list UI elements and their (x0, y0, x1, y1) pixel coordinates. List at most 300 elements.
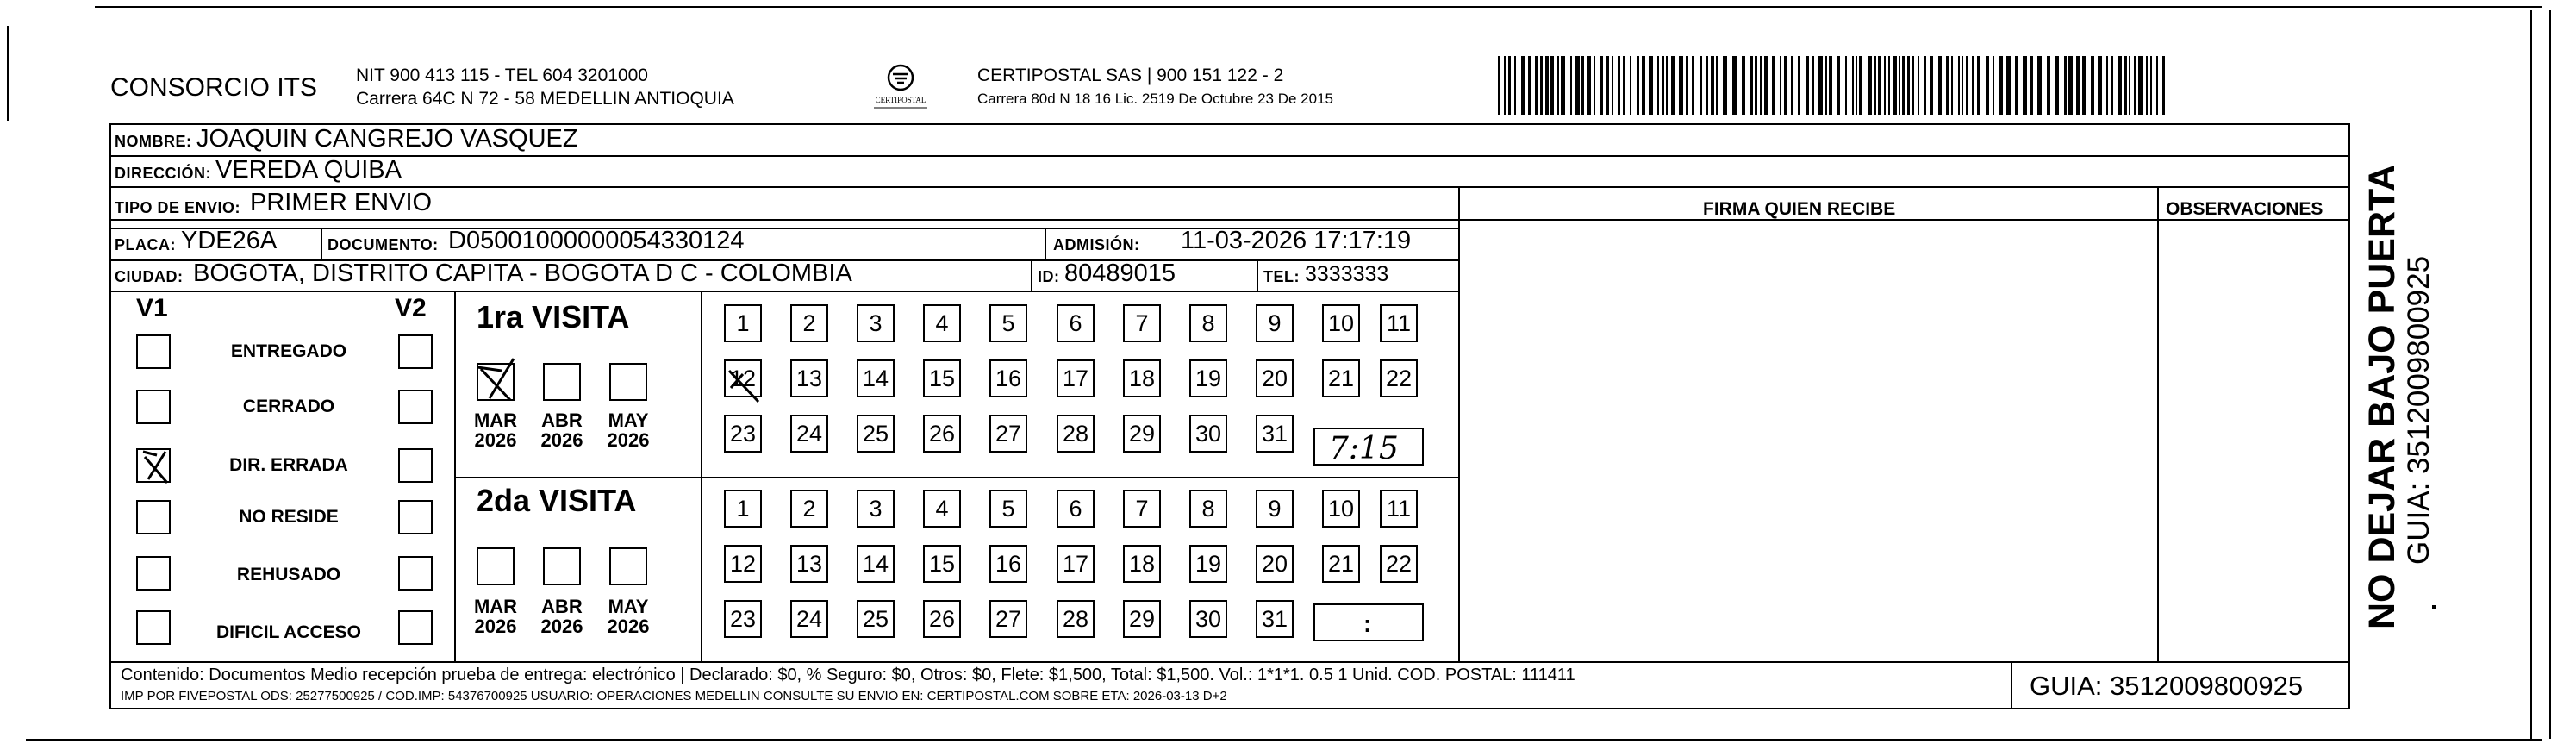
barcode-bar (2150, 56, 2152, 115)
barcode-bar (1930, 56, 1933, 115)
second-visit-day-4[interactable] (923, 490, 961, 528)
first-visit-day-15[interactable] (923, 359, 961, 397)
second-visit-day-label: 21 (1327, 550, 1355, 577)
v2-checkbox-dificil-acceso[interactable] (398, 610, 433, 645)
second-visit-day-20[interactable] (1256, 545, 1294, 583)
sender-address: Carrera 64C N 72 - 58 MEDELLIN ANTIOQUIA (356, 89, 734, 109)
barcode-bar (2156, 56, 2158, 115)
second-visit-day-label: 6 (1069, 495, 1082, 522)
first-visit-day-5[interactable] (989, 304, 1027, 342)
first-month-label-may: MAY 2026 (607, 409, 650, 452)
barcode-bar (1825, 56, 1827, 115)
observaciones-label: OBSERVACIONES (2166, 199, 2323, 219)
row-divider (109, 186, 2350, 188)
barcode-bar (2091, 56, 2094, 115)
second-visit-day-30[interactable] (1189, 600, 1227, 638)
barcode-bar (2138, 56, 2143, 115)
row-divider (109, 155, 2350, 157)
second-visit-day-label: 4 (935, 495, 949, 522)
second-visit-day-label: 31 (1261, 605, 1288, 632)
barcode-bar (1884, 56, 1886, 115)
v1-checkbox-cerrado[interactable] (136, 390, 171, 424)
second-visit-day-1[interactable] (724, 490, 762, 528)
second-visit-day-8[interactable] (1189, 490, 1227, 528)
barcode-bar (1993, 56, 1994, 115)
barcode-bar (1508, 56, 1511, 115)
second-visit-day-label: 7 (1135, 495, 1149, 522)
v1-checkbox-entregado[interactable] (136, 334, 171, 369)
page-right-edge (2530, 10, 2532, 739)
barcode-bar (1561, 56, 1565, 115)
barcode-bar (2082, 56, 2086, 115)
barcode-bar (2124, 56, 2127, 115)
v1-checkbox-dificil-acceso[interactable] (136, 610, 171, 645)
first-visit-day-label: 26 (928, 420, 956, 447)
barcode-bar (1649, 56, 1653, 115)
second-visit-day-label: 24 (795, 605, 823, 632)
first-visit-day-label: 30 (1194, 420, 1222, 447)
first-visit-day-27[interactable] (989, 415, 1027, 453)
first-visit-day-label: 9 (1268, 309, 1282, 336)
barcode-bar (1874, 56, 1876, 115)
first-month-checkbox-abr[interactable] (543, 363, 581, 401)
first-visit-day-3[interactable] (857, 304, 895, 342)
first-visit-day-label: 27 (995, 420, 1022, 447)
barcode-bar (2146, 56, 2148, 115)
footer-guia-divider (2011, 661, 2012, 709)
barcode-bar (2068, 56, 2073, 115)
certipostal-logo (862, 62, 939, 114)
first-visit-day-label: 28 (1062, 420, 1089, 447)
second-visit-day-31[interactable] (1256, 600, 1294, 638)
first-visit-day-label: 25 (862, 420, 889, 447)
first-visit-day-10[interactable] (1322, 304, 1360, 342)
contenido-text: Contenido: Documentos Medio recepción prueba de entrega: electrónico | Declarado: $0, % Seguro: $0, Otros: $0, Flete: $1,500, Total: $1,500. Vol.: 1*1*1. 0.5 1 Unid. COD. POSTAL: 111411 (121, 666, 1575, 684)
second-visit-day-label: 12 (729, 550, 757, 577)
v2-checkbox-entregado[interactable] (398, 334, 433, 369)
v2-checkbox-dir-errada[interactable] (398, 448, 433, 483)
barcode-bar (1760, 56, 1762, 115)
second-month-label-mar: MAR 2026 (473, 596, 518, 638)
svg-text:CERTIPOSTAL: CERTIPOSTAL (875, 96, 926, 104)
barcode-bar (1723, 56, 1727, 115)
barcode-bar (1692, 56, 1694, 115)
first-visit-day-label: 2 (802, 309, 816, 336)
second-visit-day-label: 9 (1268, 495, 1282, 522)
barcode-bar (2037, 56, 2042, 115)
first-visit-day-8[interactable] (1189, 304, 1227, 342)
barcode-bar (1528, 56, 1531, 115)
first-visit-day-label: 14 (862, 365, 889, 391)
tel-value: 3333333 (1305, 262, 1389, 286)
barcode-bar (1977, 56, 1980, 115)
barcode-bar (1545, 56, 1549, 115)
second-visit-title: 2da VISITA (477, 483, 637, 518)
first-visit-day-label: 17 (1062, 365, 1089, 391)
second-visit-day-label: 8 (1201, 495, 1215, 522)
second-visit-day-18[interactable] (1123, 545, 1161, 583)
second-visit-day-label: 20 (1261, 550, 1288, 577)
barcode-bar (2162, 56, 2165, 115)
barcode-bar (2106, 56, 2108, 115)
barcode-bar (1784, 56, 1787, 115)
second-visit-day-12[interactable] (724, 545, 762, 583)
barcode-bar (1962, 56, 1963, 115)
first-visit-day-2[interactable] (790, 304, 828, 342)
first-visit-day-13[interactable] (790, 359, 828, 397)
first-visit-day-16[interactable] (989, 359, 1027, 397)
first-visit-day-22[interactable] (1380, 359, 1418, 397)
first-visit-day-label: 23 (729, 420, 757, 447)
first-visit-day-19[interactable] (1189, 359, 1227, 397)
tel-label: TEL: (1263, 268, 1300, 285)
first-visit-day-label: 15 (928, 365, 956, 391)
v2-checkbox-rehusado[interactable] (398, 556, 433, 591)
barcode-bar (1837, 56, 1840, 115)
first-visit-day-6[interactable] (1057, 304, 1095, 342)
first-visit-day-4[interactable] (923, 304, 961, 342)
barcode-bar (2030, 56, 2033, 115)
ciudad-label: CIUDAD: (115, 268, 184, 285)
form-frame (109, 123, 2350, 709)
second-visit-day-label: 2 (802, 495, 816, 522)
status-no-reside: NO RESIDE (239, 507, 339, 527)
barcode-bar (1902, 56, 1905, 115)
first-visit-day-label: 31 (1261, 420, 1288, 447)
documento-label: DOCUMENTO: (327, 236, 439, 253)
first-visit-day-29[interactable] (1123, 415, 1161, 453)
first-visit-day-label: 7 (1135, 309, 1149, 336)
placa-value: YDE26A (181, 227, 278, 254)
first-visit-day-label: 22 (1385, 365, 1413, 391)
admision-divider (1045, 228, 1046, 259)
first-visit-day-label: 20 (1261, 365, 1288, 391)
v1-dir-errada-check-mark (136, 445, 174, 486)
barcode-bar (1716, 56, 1718, 115)
barcode-bar (2076, 56, 2080, 115)
first-mar-check-mark (472, 352, 524, 409)
barcode-bar (1594, 56, 1595, 115)
second-month-label-may: MAY 2026 (607, 596, 650, 638)
second-visit-day-6[interactable] (1057, 490, 1095, 528)
barcode-bar (1521, 56, 1525, 115)
barcode-bar (1504, 56, 1506, 115)
first-visit-day-28[interactable] (1057, 415, 1095, 453)
v1-checkbox-no-reside[interactable] (136, 500, 171, 534)
second-month-checkbox-mar[interactable] (477, 547, 515, 585)
second-visit-day-11[interactable] (1380, 490, 1418, 528)
second-visit-day-27[interactable] (989, 600, 1027, 638)
first-visit-time-box[interactable] (1313, 428, 1424, 466)
second-visit-day-22[interactable] (1380, 545, 1418, 583)
first-month-checkbox-may[interactable] (609, 363, 647, 401)
barcode-bar (1575, 56, 1580, 115)
status-rehusado: REHUSADO (236, 565, 341, 584)
v1-checkbox-rehusado[interactable] (136, 556, 171, 591)
barcode-bar (1893, 56, 1897, 115)
barcode-bar (1630, 56, 1631, 115)
barcode-bar (2047, 56, 2050, 115)
visit-divider (454, 291, 456, 661)
barcode-bar (1856, 56, 1857, 115)
first-visit-day-11[interactable] (1380, 304, 1418, 342)
tel-divider (1257, 259, 1258, 291)
barcode-bar (1899, 56, 1900, 115)
barcode-bar (1637, 56, 1639, 115)
barcode-bar (1514, 56, 1516, 115)
second-visit-day-14[interactable] (857, 545, 895, 583)
direccion-value: VEREDA QUIBA (215, 156, 402, 184)
second-visit-day-label: 1 (736, 495, 750, 522)
page-bottom-edge (26, 739, 2542, 741)
first-visit-day-18[interactable] (1123, 359, 1161, 397)
barcode-bar (1986, 56, 1989, 115)
barcode-bar (1686, 56, 1688, 115)
row-divider (1458, 219, 2350, 221)
second-month-label-abr: ABR 2026 (540, 596, 583, 638)
barcode-bar (2064, 56, 2067, 115)
second-visit-time: : (1363, 610, 1372, 637)
first-visit-day-label: 18 (1128, 365, 1156, 391)
v2-checkbox-cerrado[interactable] (398, 390, 433, 424)
status-entregado: ENTREGADO (230, 341, 347, 361)
first-visit-day-label: 21 (1327, 365, 1355, 391)
page-right-edge-outer (2549, 10, 2551, 739)
barcode-bar (1755, 56, 1757, 115)
row-divider (109, 291, 1458, 292)
first-visit-day-14[interactable] (857, 359, 895, 397)
observaciones-divider (2157, 186, 2159, 661)
visit-divider (701, 291, 702, 661)
first-visit-day-7[interactable] (1123, 304, 1161, 342)
first-visit-day-1[interactable] (724, 304, 762, 342)
second-visit-day-3[interactable] (857, 490, 895, 528)
carrier-name: CERTIPOSTAL SAS | 900 151 122 - 2 (977, 66, 1284, 85)
first-month-label-abr: ABR 2026 (540, 409, 583, 452)
barcode-bar (1764, 56, 1768, 115)
admision-value: 11-03-2026 17:17:19 (1181, 227, 1412, 254)
barcode-bar (1706, 56, 1708, 115)
second-visit-day-26[interactable] (923, 600, 961, 638)
admision-label: ADMISIÓN: (1053, 236, 1140, 253)
status-dir-errada: DIR. ERRADA (229, 455, 348, 475)
barcode-bar (1642, 56, 1645, 115)
second-visit-day-23[interactable] (724, 600, 762, 638)
barcode-bar (1535, 56, 1538, 115)
barcode-bar (1907, 56, 1910, 115)
second-visit-day-2[interactable] (790, 490, 828, 528)
tipo-envio-label: TIPO DE ENVIO: (115, 199, 241, 216)
first-visit-day-label: 16 (995, 365, 1022, 391)
v1-label: V1 (136, 294, 168, 322)
page-top-edge (95, 6, 2542, 8)
nombre-value: JOAQUIN CANGREJO VASQUEZ (196, 125, 578, 153)
second-visit-day-label: 14 (862, 550, 889, 577)
first-visit-day-21[interactable] (1322, 359, 1360, 397)
barcode-bar (1742, 56, 1745, 115)
second-visit-day-9[interactable] (1256, 490, 1294, 528)
barcode-bar (1557, 56, 1559, 115)
second-visit-day-label: 27 (995, 605, 1022, 632)
barcode-bar (1852, 56, 1854, 115)
second-visit-day-10[interactable] (1322, 490, 1360, 528)
direccion-label: DIRECCIÓN: (115, 165, 211, 182)
barcode-bar (1958, 56, 1960, 115)
second-visit-day-label: 15 (928, 550, 956, 577)
second-visit-day-15[interactable] (923, 545, 961, 583)
barcode-bar (1845, 56, 1847, 115)
first-visit-day-label: 10 (1327, 309, 1355, 336)
first-visit-title: 1ra VISITA (477, 299, 630, 334)
first-visit-day-26[interactable] (923, 415, 961, 453)
barcode-bar (2098, 56, 2102, 115)
carrier-license: Carrera 80d N 18 16 Lic. 2519 De Octubre 23 De 2015 (977, 91, 1333, 107)
first-visit-day-17[interactable] (1057, 359, 1095, 397)
second-visit-day-label: 5 (1001, 495, 1015, 522)
barcode-bar (1550, 56, 1554, 115)
barcode-bar (1618, 56, 1620, 115)
barcode-bar (1570, 56, 1572, 115)
first-visit-day-31[interactable] (1256, 415, 1294, 453)
row-divider (109, 661, 2350, 663)
second-visit-day-21[interactable] (1322, 545, 1360, 583)
first-day-12-check-mark (724, 366, 765, 407)
footer-guia: GUIA: 3512009800925 (2030, 671, 2304, 701)
tipo-envio-value: PRIMER ENVIO (250, 189, 433, 216)
nombre-label: NOMBRE: (115, 133, 192, 150)
v2-label: V2 (395, 294, 427, 322)
second-visit-day-label: 18 (1128, 550, 1156, 577)
second-visit-day-17[interactable] (1057, 545, 1095, 583)
second-visit-day-16[interactable] (989, 545, 1027, 583)
second-visit-day-label: 25 (862, 605, 889, 632)
v2-checkbox-no-reside[interactable] (398, 500, 433, 534)
page-left-edge (7, 26, 9, 121)
barcode-bar (1868, 56, 1872, 115)
barcode-bar (1581, 56, 1584, 115)
second-month-checkbox-abr[interactable] (543, 547, 581, 585)
second-visit-day-25[interactable] (857, 600, 895, 638)
second-visit-day-5[interactable] (989, 490, 1027, 528)
barcode-bar (1772, 56, 1775, 115)
barcode-bar (1878, 56, 1881, 115)
barcode-bar (1888, 56, 1890, 115)
second-visit-day-label: 13 (795, 550, 823, 577)
barcode-bar (1918, 56, 1919, 115)
barcode-bar (1951, 56, 1953, 115)
first-visit-day-label: 3 (869, 309, 883, 336)
status-cerrado: CERRADO (242, 397, 335, 416)
barcode-bar (1657, 56, 1659, 115)
visit-mid-divider (454, 477, 1458, 478)
barcode-bar (2129, 56, 2130, 115)
first-visit-day-24[interactable] (790, 415, 828, 453)
barcode-bar (1679, 56, 1683, 115)
first-visit-day-30[interactable] (1189, 415, 1227, 453)
second-visit-time-box[interactable] (1313, 603, 1424, 641)
barcode-bar (1612, 56, 1613, 115)
placa-label: PLACA: (115, 236, 176, 253)
second-visit-day-label: 17 (1062, 550, 1089, 577)
second-visit-day-label: 22 (1385, 550, 1413, 577)
barcode-bar (2118, 56, 2122, 115)
first-visit-day-label: 12 (729, 365, 757, 391)
first-visit-time: 7:15 (1329, 431, 1399, 466)
barcode-bar (1966, 56, 1968, 115)
second-visit-day-7[interactable] (1123, 490, 1161, 528)
second-visit-day-24[interactable] (790, 600, 828, 638)
barcode-bar (1498, 56, 1500, 115)
ciudad-value: BOGOTA, DISTRITO CAPITA - BOGOTA D C - COLOMBIA (193, 259, 852, 287)
barcode-bar (1806, 56, 1809, 115)
second-visit-day-label: 29 (1128, 605, 1156, 632)
first-visit-day-20[interactable] (1256, 359, 1294, 397)
second-month-checkbox-may[interactable] (609, 547, 647, 585)
barcode-bar (2111, 56, 2113, 115)
second-visit-day-label: 10 (1327, 495, 1355, 522)
barcode-bar (2023, 56, 2027, 115)
barcode-bar (1859, 56, 1862, 115)
barcode-bar (1700, 56, 1702, 115)
first-visit-day-23[interactable] (724, 415, 762, 453)
first-visit-day-label: 1 (736, 309, 750, 336)
barcode-bar (1924, 56, 1926, 115)
first-visit-day-label: 6 (1069, 309, 1082, 336)
id-value: 80489015 (1064, 259, 1176, 287)
first-visit-day-label: 29 (1128, 420, 1156, 447)
barcode-bar (1606, 56, 1609, 115)
barcode (1496, 56, 2177, 115)
second-visit-day-28[interactable] (1057, 600, 1095, 638)
first-visit-day-label: 11 (1386, 309, 1412, 336)
id-divider (1031, 259, 1032, 291)
second-visit-day-label: 28 (1062, 605, 1089, 632)
barcode-bar (1972, 56, 1974, 115)
barcode-bar (1666, 56, 1668, 115)
second-visit-day-13[interactable] (790, 545, 828, 583)
first-visit-day-label: 5 (1001, 309, 1015, 336)
barcode-bar (1600, 56, 1603, 115)
firma-label: FIRMA QUIEN RECIBE (1703, 199, 1896, 219)
first-visit-day-9[interactable] (1256, 304, 1294, 342)
second-visit-day-29[interactable] (1123, 600, 1161, 638)
sender-nit: NIT 900 413 115 - TEL 604 3201000 (356, 66, 648, 85)
first-visit-day-label: 24 (795, 420, 823, 447)
barcode-bar (1780, 56, 1781, 115)
barcode-bar (1750, 56, 1753, 115)
second-visit-day-label: 19 (1194, 550, 1222, 577)
imp-text: IMP POR FIVEPOSTAL ODS: 25277500925 / COD.IMP: 54376700925 USUARIO: OPERACIONES MEDELLIN CONSULTE SU ENVIO EN: CERTIPOSTAL.COM SOBRE ETA: 2026-03-13 D+2 (121, 689, 1227, 703)
second-visit-day-label: 16 (995, 550, 1022, 577)
side-guia: GUIA: 3512009800925 (2402, 255, 2436, 565)
barcode-bar (1791, 56, 1793, 115)
first-visit-day-label: 19 (1194, 365, 1222, 391)
barcode-bar (1711, 56, 1714, 115)
barcode-bar (1999, 56, 2003, 115)
first-visit-day-label: 13 (795, 365, 823, 391)
first-visit-day-25[interactable] (857, 415, 895, 453)
first-visit-day-label: 4 (935, 309, 949, 336)
second-visit-day-label: 23 (729, 605, 757, 632)
firma-left-divider (1458, 186, 1460, 661)
barcode-bar (1732, 56, 1737, 115)
barcode-bar (1912, 56, 1914, 115)
barcode-bar (1587, 56, 1591, 115)
id-label: ID: (1038, 268, 1060, 285)
second-visit-day-19[interactable] (1189, 545, 1227, 583)
status-dificil-acceso: DIFICIL ACCESO (215, 622, 361, 642)
first-visit-day-label: 8 (1201, 309, 1215, 336)
